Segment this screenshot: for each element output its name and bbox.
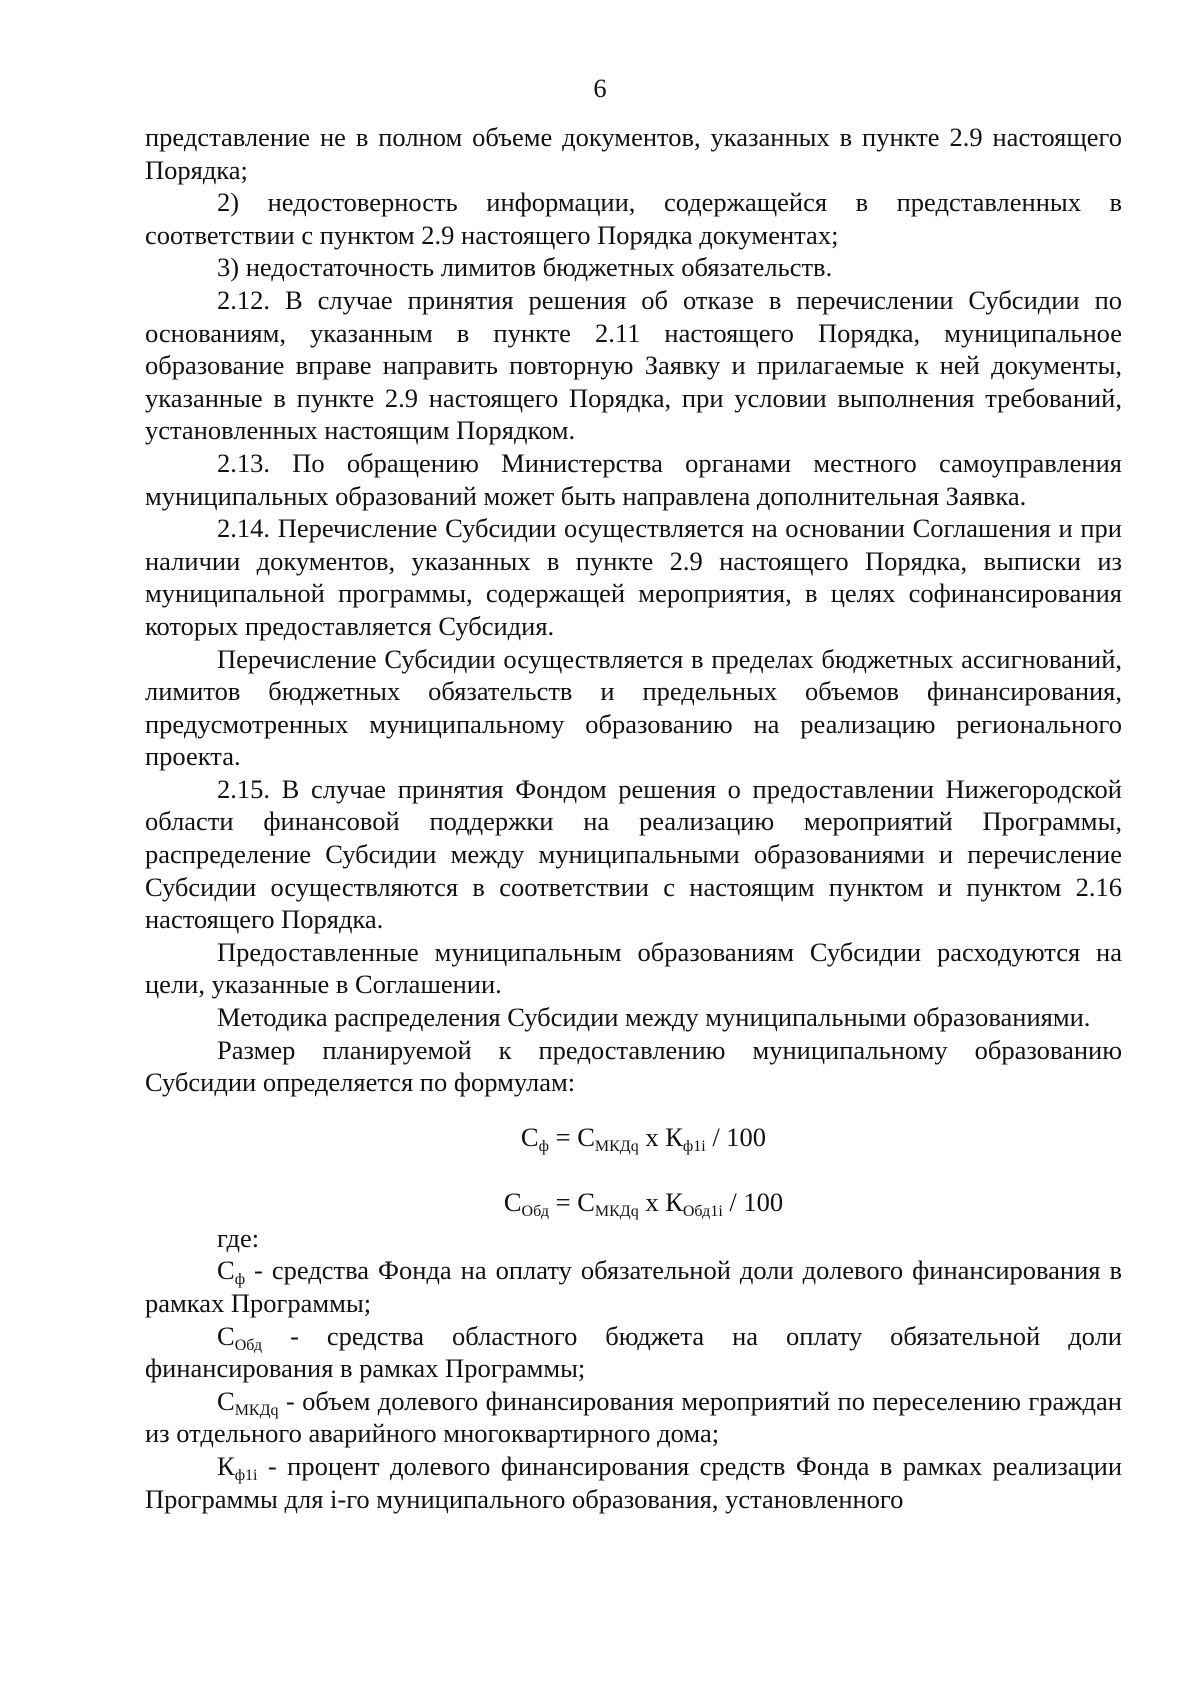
paragraph-2-14: 2.14. Перечисление Субсидии осуществляется на основании Соглашения и при наличии документов, указанных в пункте 2.9 настоящего Порядка, выписки из муниципальной программы, содержащей мероприятия, в целях софинансирования которых предоставляется Субсидия.: [145, 513, 1122, 641]
paragraph-formula-intro: Размер планируемой к предоставлению муниципальному образованию Субсидии определяется по формулам:: [145, 1034, 1122, 1098]
paragraph-2-12: 2.12. В случае принятия решения об отказе в перечислении Субсидии по основаниям, указанным в пункте 2.11 настоящего Порядка, муниципальное образование вправе направить повторную Заявку и прилагаемые к ней документы, указанные в пункте 2.9 настоящего Порядка, при условии выполнения требований, установленных настоящим Порядком.: [145, 284, 1122, 446]
paragraph-2-15: 2.15. В случае принятия Фондом решения о предоставлении Нижегородской области финансовой поддержки на реализацию мероприятий Программы, распределение Субсидии между муниципальными образованиями и перечисление Субсидии осуществляются в соответствии с настоящим пунктом и пунктом 2.16 настоящего Порядка.: [145, 773, 1122, 935]
definition-c-fund: $С_ф$ - средства Фонда на оплату обязательной доли долевого финансирования в рамках Программы;: [145, 1255, 1122, 1318]
document-body: [145, 121, 1122, 1515]
formula-regional-budget-share: $С_{Обд} = С_{МКДq}$ x $К_{Обд1i} / 100$: [503, 1186, 784, 1220]
definition-c-mkd: $С_{МКДq}$ - объем долевого финансирования мероприятий по переселению граждан из отдельного аварийного многоквартирного дома;: [145, 1385, 1122, 1449]
definition-k-fund-percent: $К_{ф1i}$ - процент долевого финансирования средств Фонда в рамках реализации Программы для i-го муниципального образования, установленного: [145, 1450, 1122, 1514]
formula-block: [145, 1099, 1122, 1222]
paragraph-2-13: 2.13. По обращению Министерства органами местного самоуправления муниципальных образований может быть направлена дополнительная Заявка.: [145, 447, 1122, 511]
formula-fund-share: $С_ф = С_{МКДq}$ x $К_{ф1i} / 100$: [520, 1121, 767, 1155]
paragraph-item-2: 2) недостоверность информации, содержащейся в представленных в соответствии с пунктом 2.9 настоящего Порядка документах;: [145, 187, 1122, 250]
paragraph-subsidy-purpose: Предоставленные муниципальным образованиям Субсидии расходуются на цели, указанные в Соглашении.: [145, 936, 1122, 1000]
page-number: 6: [593, 73, 607, 103]
paragraph-transfer-limits: Перечисление Субсидии осуществляется в пределах бюджетных ассигнований, лимитов бюджетных обязательств и предельных объемов финансирования, предусмотренных муниципальному образованию на реализацию регионального проекта.: [145, 643, 1122, 772]
definition-c-regional-budget: $С_{Обд}$ - средства областного бюджета на оплату обязательной доли финансирования в рамках Программы;: [145, 1320, 1122, 1384]
paragraph-item-3: 3) недостаточность лимитов бюджетных обязательств.: [217, 252, 833, 283]
paragraph-methodology-heading: Методика распределения Субсидии между муниципальными образованиями.: [217, 1002, 1091, 1033]
where-label: где:: [217, 1222, 260, 1253]
paragraph-1-continuation: представление не в полном объеме документов, указанных в пункте 2.9 настоящего Порядка;: [145, 122, 1122, 185]
